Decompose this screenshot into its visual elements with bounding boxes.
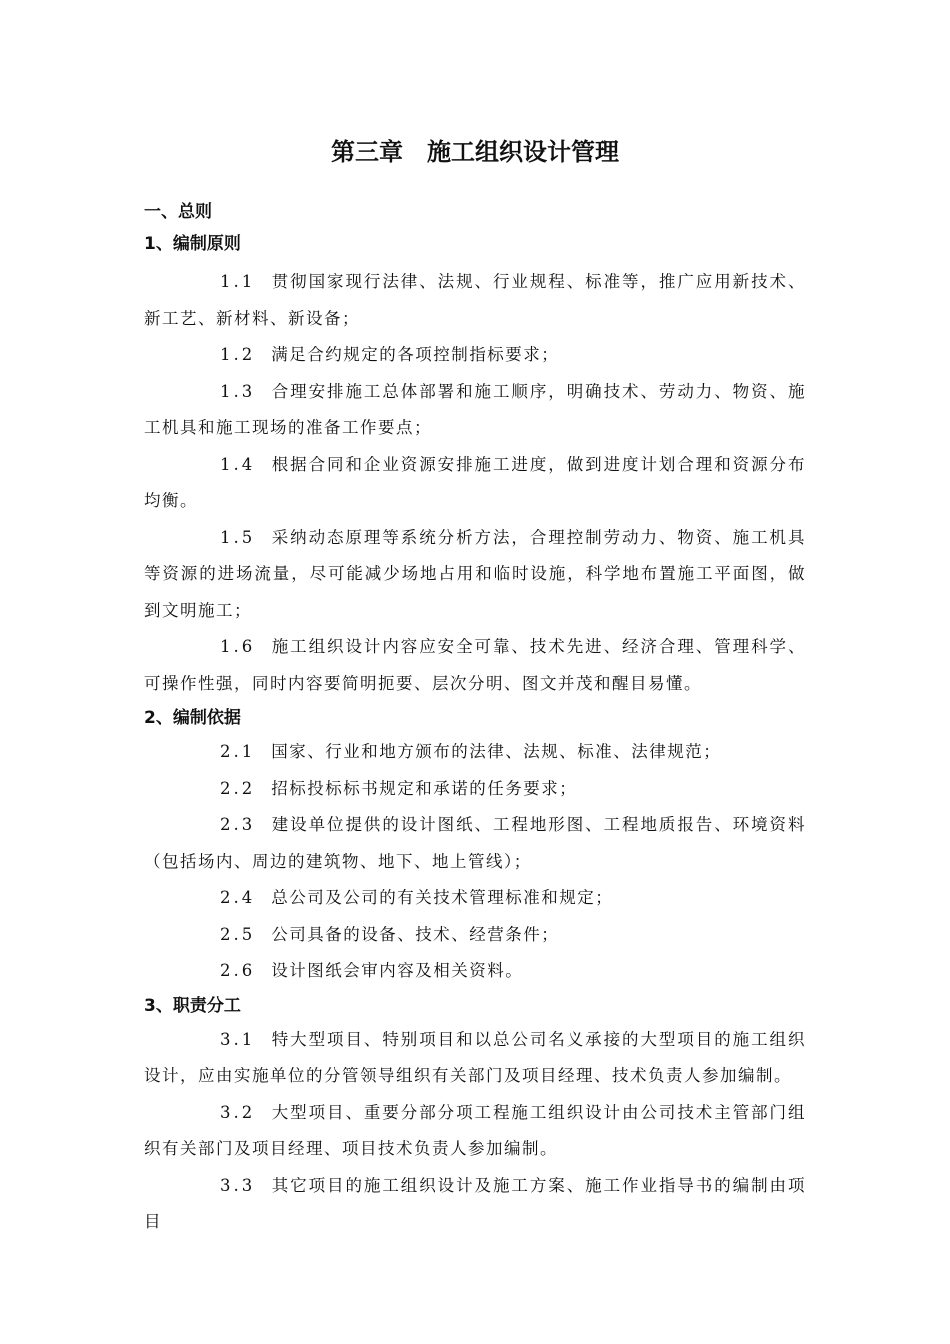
clause-text: 施工组织设计内容应安全可靠、技术先进、经济合理、管理科学、可操作性强，同时内容要简明扼要、层次分明、图文并茂和醒目易懂。	[144, 637, 806, 693]
clause-number: 2.3	[220, 815, 256, 834]
clause-text: 设计图纸会审内容及相关资料。	[271, 961, 524, 980]
clause-1-5	[144, 520, 806, 630]
clause-number: 1.3	[220, 381, 256, 401]
clause-1-4	[144, 447, 806, 520]
section-heading-general: 一、总则	[144, 202, 212, 222]
clause-text: 大型项目、重要分部分项工程施工组织设计由公司技术主管部门组织有关部门及项目经理、项目技术负责人参加编制。	[144, 1102, 806, 1158]
clause-number: 3.1	[220, 1029, 256, 1049]
clause-2-2	[144, 771, 806, 808]
clause-1-2	[144, 337, 806, 374]
clause-number: 1.5	[220, 527, 256, 547]
clause-text: 建设单位提供的设计图纸、工程地形图、工程地质报告、环境资料（包括场内、周边的建筑物、地下、地上管线）；	[144, 815, 806, 871]
clause-text: 特大型项目、特别项目和以总公司名义承接的大型项目的施工组织设计，应由实施单位的分管领导组织有关部门及项目经理、技术负责人参加编制。	[144, 1029, 806, 1085]
clause-number: 2.5	[220, 924, 256, 944]
clause-number: 3.2	[220, 1102, 256, 1122]
clause-2-1	[144, 734, 806, 771]
clause-number: 2.1	[220, 742, 256, 761]
clause-1-6	[144, 629, 806, 702]
clause-text: 贯彻国家现行法律、法规、行业规程、标准等，推广应用新技术、新工艺、新材料、新设备；	[144, 272, 806, 328]
clause-number: 1.1	[220, 272, 256, 291]
clause-text: 根据合同和企业资源安排施工进度，做到进度计划合理和资源分布均衡。	[144, 454, 806, 510]
clause-text: 总公司及公司的有关技术管理标准和规定；	[271, 888, 614, 907]
clause-number: 1.4	[220, 454, 256, 474]
clause-2-4	[144, 880, 806, 917]
clause-number: 1.6	[220, 637, 256, 656]
section-heading-basis: 2、编制依据	[144, 708, 241, 728]
section-heading-principles: 1、编制原则	[144, 234, 241, 254]
clause-number: 2.2	[220, 778, 256, 798]
clause-number: 2.4	[220, 888, 256, 907]
clause-text: 招标投标标书规定和承诺的任务要求；	[271, 778, 578, 798]
clause-3-2	[144, 1095, 806, 1168]
clause-1-3	[144, 374, 806, 447]
chapter-title: 第三章 施工组织设计管理	[331, 137, 619, 166]
clause-text: 合理安排施工总体部署和施工顺序，明确技术、劳动力、物资、施工机具和施工现场的准备工作要点；	[144, 381, 806, 437]
clause-number: 3.3	[220, 1175, 256, 1195]
clause-3-1	[144, 1022, 806, 1095]
clause-1-1	[144, 264, 806, 337]
clause-2-6	[144, 953, 806, 990]
clause-3-3	[144, 1168, 806, 1241]
clause-text: 公司具备的设备、技术、经营条件；	[271, 924, 560, 944]
section-heading-responsibilities: 3、职责分工	[144, 995, 241, 1016]
clause-2-5	[144, 917, 806, 954]
clause-2-3	[144, 807, 806, 880]
clause-number: 2.6	[220, 961, 256, 980]
clause-text: 国家、行业和地方颁布的法律、法规、标准、法律规范；	[271, 742, 722, 761]
clause-text: 满足合约规定的各项控制指标要求；	[271, 345, 560, 364]
clause-text: 采纳动态原理等系统分析方法，合理控制劳动力、物资、施工机具等资源的进场流量，尽可能减少场地占用和临时设施，科学地布置施工平面图，做到文明施工；	[144, 527, 806, 620]
document-body	[144, 196, 806, 1241]
clause-number: 1.2	[220, 345, 256, 364]
clause-text: 其它项目的施工组织设计及施工方案、施工作业指导书的编制由项目	[144, 1175, 806, 1231]
